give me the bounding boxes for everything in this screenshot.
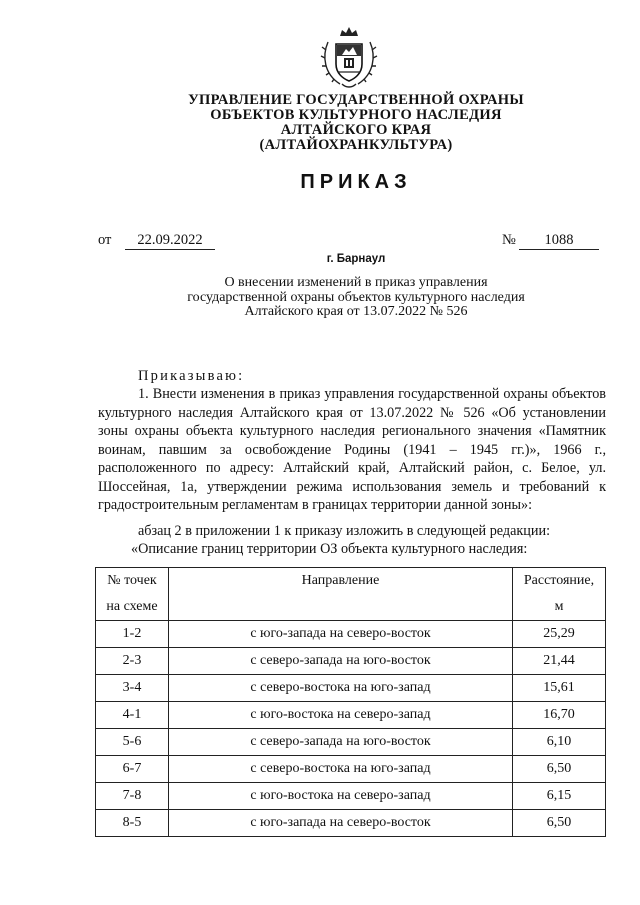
paragraph-2: абзац 2 в приложении 1 к приказу изложить в следующей редакции: — [138, 523, 551, 539]
org-name-line: АЛТАЙСКОГО КРАЯ — [280, 122, 432, 138]
date-number-row — [98, 232, 603, 252]
date-label: от — [98, 232, 112, 248]
document-title: ПРИКАЗ — [300, 171, 412, 193]
cell-distance: 6,50 — [513, 756, 606, 783]
cell-distance: 6,10 — [513, 729, 606, 756]
cell-points: 5-6 — [96, 729, 169, 756]
cell-points: 3-4 — [96, 675, 169, 702]
cell-direction: с юго-запада на северо-восток — [169, 810, 513, 837]
subject-line: О внесении изменений в приказ управления — [224, 275, 488, 290]
table-row — [96, 648, 606, 675]
cell-distance: 16,70 — [513, 702, 606, 729]
org-name-line: УПРАВЛЕНИЕ ГОСУДАРСТВЕННОЙ ОХРАНЫ — [188, 92, 524, 108]
cell-distance: 25,29 — [513, 621, 606, 648]
table-row — [96, 675, 606, 702]
cell-points: 1-2 — [96, 621, 169, 648]
org-short-name: (АЛТАЙОХРАНКУЛЬТУРА) — [259, 137, 453, 153]
document-date: 22.09.2022 — [125, 232, 215, 250]
cell-direction: с юго-востока на северо-запад — [169, 702, 513, 729]
cell-points: 4-1 — [96, 702, 169, 729]
table-row — [96, 783, 606, 810]
cell-points: 2-3 — [96, 648, 169, 675]
table-row — [96, 810, 606, 837]
document-subject — [150, 276, 562, 320]
cell-direction: с северо-запада на юго-восток — [169, 729, 513, 756]
order-word: Приказываю: — [138, 368, 245, 384]
number-label: № — [502, 232, 516, 248]
cell-points: 8-5 — [96, 810, 169, 837]
paragraph-1: 1. Внести изменения в приказ управления государственной охраны объектов культурного наследия Алтайского края от 13.07.2022 № 526 «Об установлении зоны охраны объекта культурного наследия регионального значения «Памятник воинам, павшим за освобождение Родины (1941 – 1945 гг.)», 1966 г., расположенного по адресу: Алтайский край, Алтайский район, с. Белое, ул. Шоссейная, 1а, утверждении режима использования земель и требований к градостроительным регламентам в границах территории данной зоны»: — [98, 386, 606, 513]
subject-line: государственной охраны объектов культурного наследия — [187, 289, 525, 305]
cell-direction: с северо-востока на юго-запад — [169, 756, 513, 783]
table-row — [96, 621, 606, 648]
table-header-row — [96, 568, 606, 621]
header-direction: Направление — [169, 568, 513, 621]
table-row — [96, 756, 606, 783]
org-name-line: ОБЪЕКТОВ КУЛЬТУРНОГО НАСЛЕДИЯ — [210, 107, 502, 123]
cell-distance: 6,15 — [513, 783, 606, 810]
cell-direction: с северо-востока на юго-запад — [169, 675, 513, 702]
boundary-table — [95, 567, 606, 837]
city: г. Барнаул — [326, 253, 386, 265]
cell-distance: 21,44 — [513, 648, 606, 675]
cell-points: 7-8 — [96, 783, 169, 810]
cell-direction: с юго-запада на северо-восток — [169, 621, 513, 648]
header-points: № точек на схеме — [96, 568, 169, 621]
cell-distance: 15,61 — [513, 675, 606, 702]
cell-direction: с северо-запада на юго-восток — [169, 648, 513, 675]
coat-of-arms-emblem-icon — [318, 22, 380, 90]
header-distance: Расстояние, м — [513, 568, 606, 621]
paragraph-3: «Описание границ территории ОЗ объекта культурного наследия: — [131, 541, 528, 557]
cell-distance: 6,50 — [513, 810, 606, 837]
cell-direction: с юго-востока на северо-запад — [169, 783, 513, 810]
table-row — [96, 702, 606, 729]
document-number: 1088 — [519, 232, 599, 250]
subject-line: Алтайского края от 13.07.2022 № 526 — [244, 304, 468, 319]
table-row — [96, 729, 606, 756]
cell-points: 6-7 — [96, 756, 169, 783]
